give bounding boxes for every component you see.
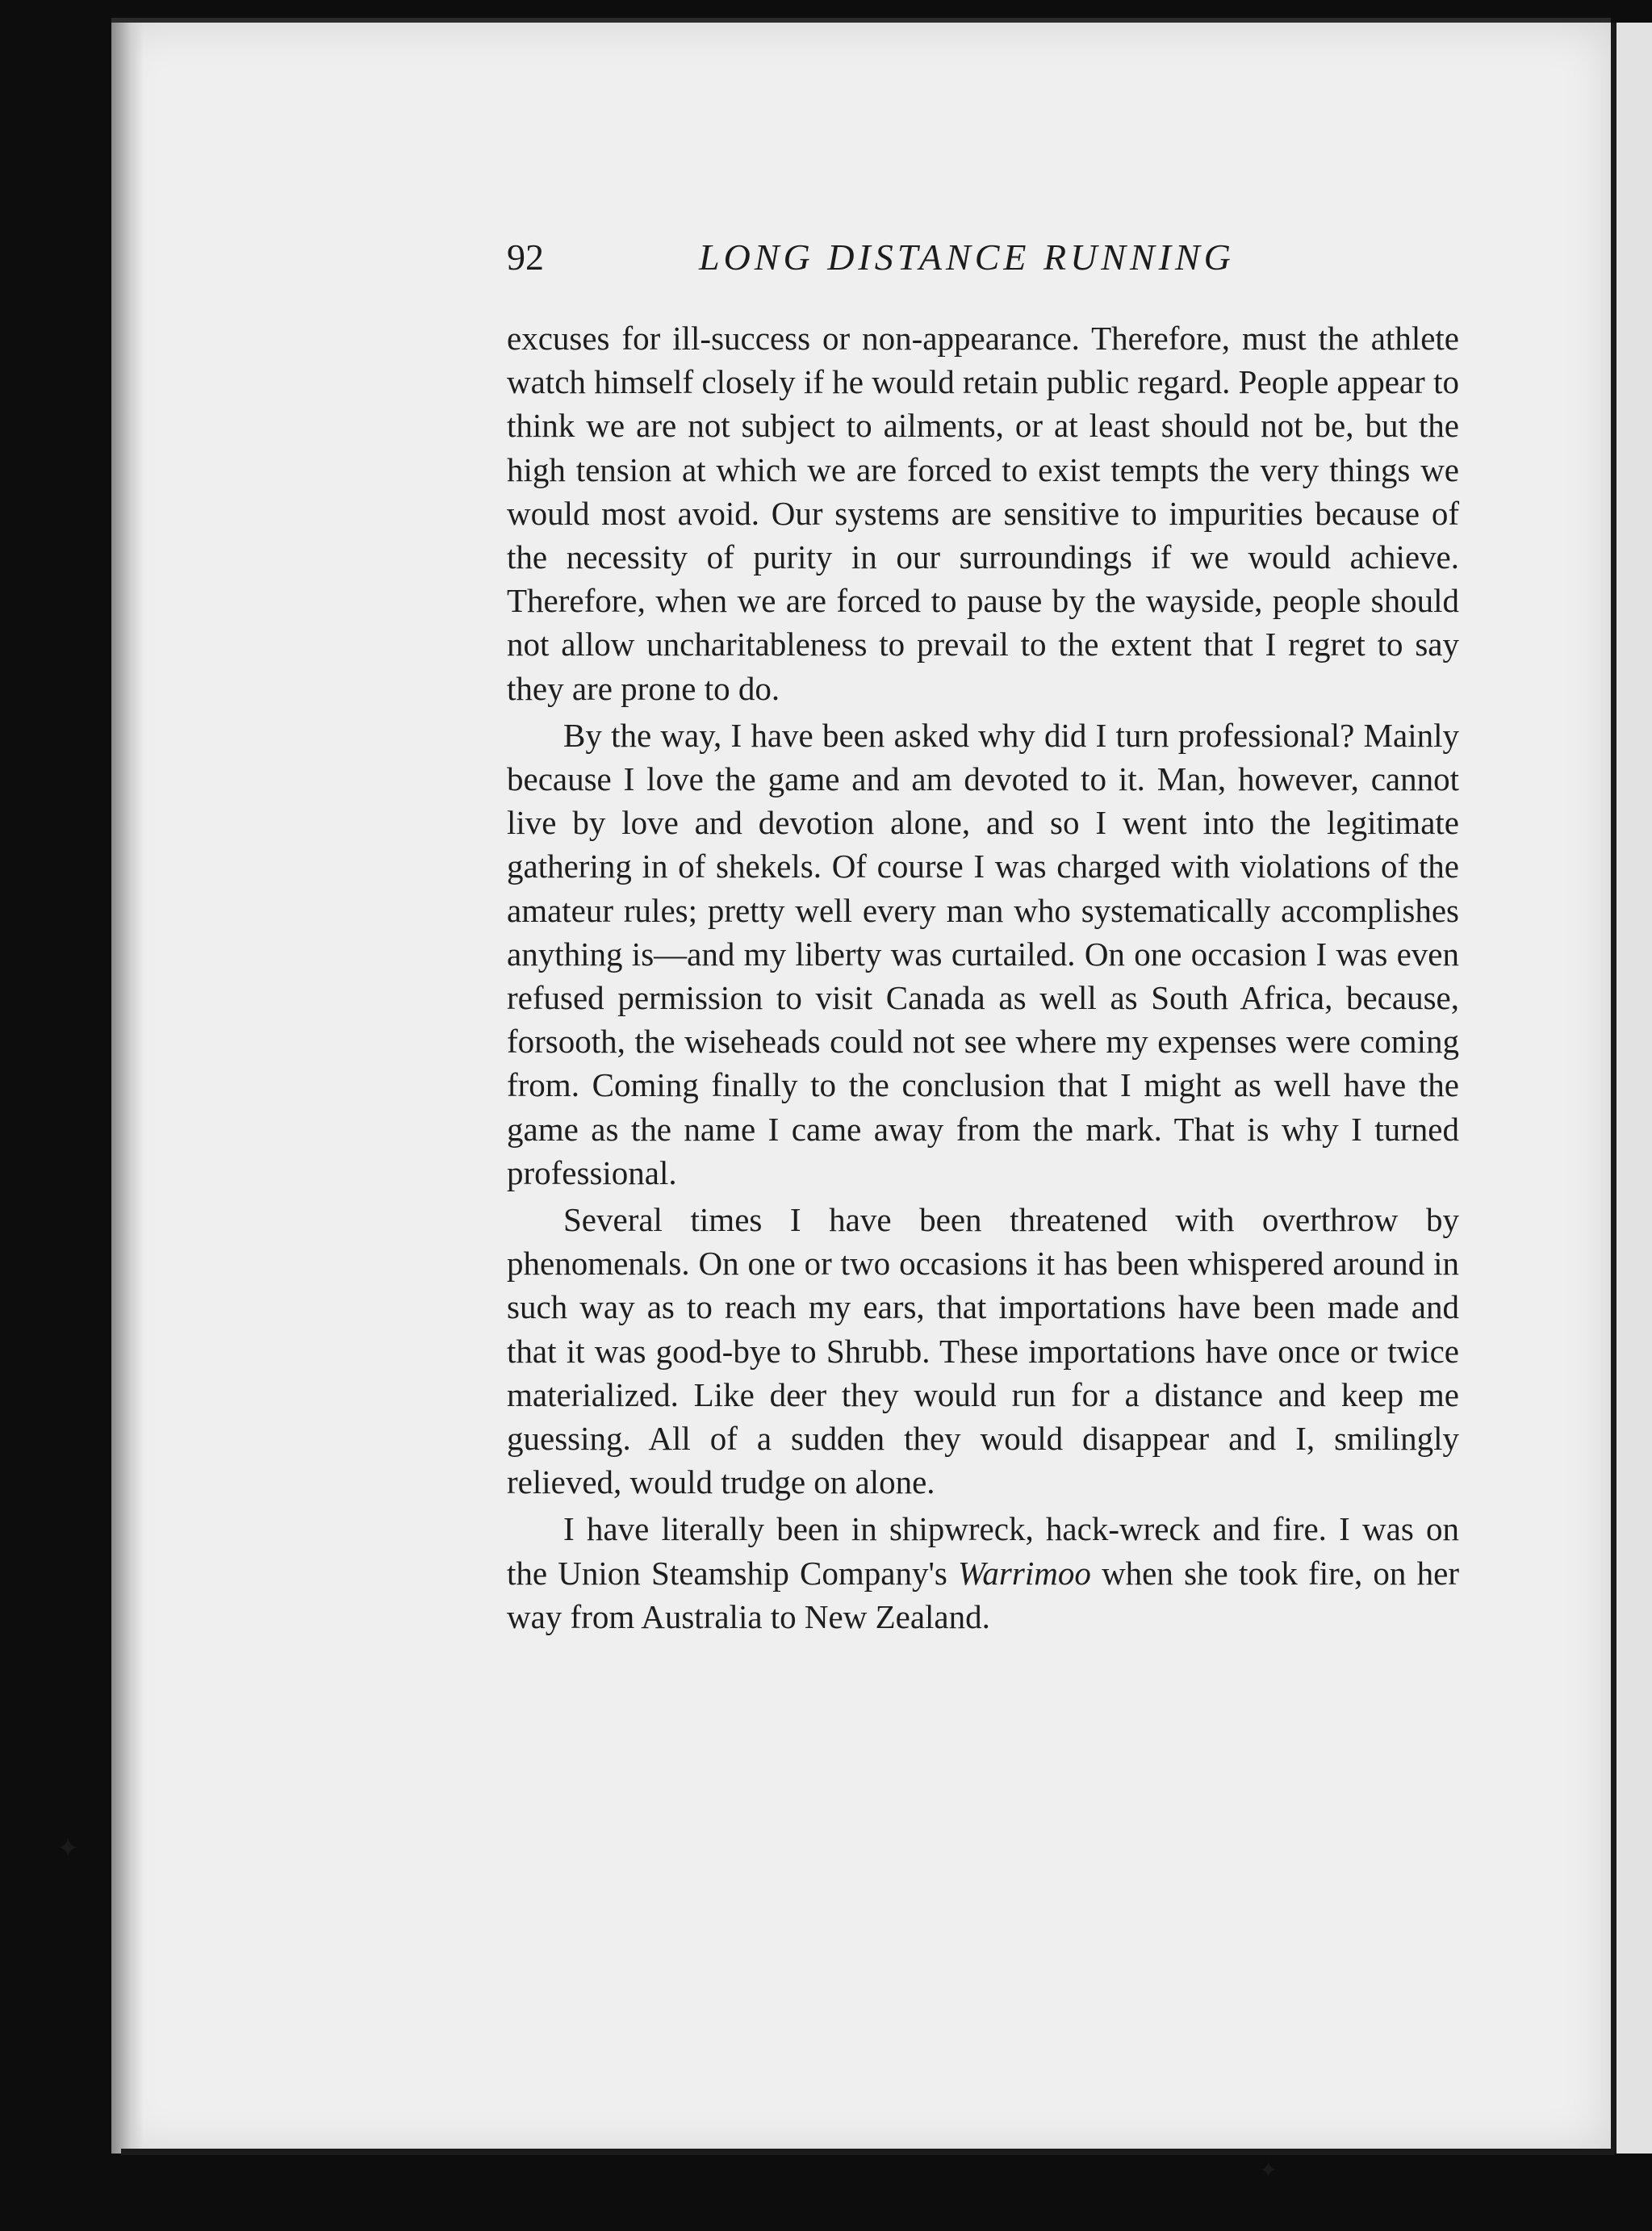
page-body: [507, 316, 1459, 1639]
page-bottom-edge: [121, 2149, 1614, 2155]
ship-name: Warrimoo: [958, 1554, 1091, 1592]
page-gutter-shadow: [111, 23, 144, 2154]
paragraph-text: when she took fire, on her way from Australia to New Zealand.: [507, 1554, 1459, 1635]
next-page-strip: [1616, 23, 1652, 2154]
page-right-edge: [1611, 23, 1616, 2154]
paragraph: [507, 1507, 1459, 1639]
page-number: 92: [507, 236, 544, 278]
page-top-edge: [111, 18, 1611, 23]
paragraph: Several times I have been threatened with overthrow by phenomenals. On one or two occasions it has been whispered around in such way as to reach my ears, that importations have been made and that it was good-bye to Shrubb. These importations have once or twice materialized. Like deer they would run for a distance and keep me guessing. All of a sudden they would disappear and I, smilingly relieved, would trudge on alone.: [507, 1201, 1459, 1501]
page-header: [507, 236, 1459, 284]
paragraph: By the way, I have been asked why did I turn professional? Mainly because I love the game and am devoted to it. Man, however, cannot live by love and devotion alone, and so I went into the legitimate gathering in of shekels. Of course I was charged with violations of the amateur rules; pretty well every man who systematically accomplishes anything is—and my liberty was curtailed. On one occasion I was even refused permission to visit Canada as well as South Africa, because, forsooth, the wiseheads could not see where my expenses were coming from. Coming finally to the conclusion that I might as well have the game as the name I came away from the mark. That is why I turned professional.: [507, 716, 1459, 1191]
scan-speck-mark: ✦: [56, 1832, 80, 1865]
paragraph-text: I have literally been in shipwreck, hack-wreck and fire. I was on the Union Steamship Company's: [507, 1510, 1459, 1592]
running-head: LONG DISTANCE RUNNING: [699, 236, 1235, 278]
paragraph: excuses for ill-success or non-appearance. Therefore, must the athlete watch himself closely if he would retain public regard. People appear to think we are not subject to ailments, or at least should not be, but the high tension at which we are forced to exist tempts the very things we would most avoid. Our systems are sensitive to impurities because of the necessity of purity in our surroundings if we would achieve. Therefore, when we are forced to pause by the wayside, people should not allow uncharitableness to prevail to the extent that I regret to say they are prone to do.: [507, 320, 1459, 707]
scan-speck-mark: ✦: [1259, 2157, 1278, 2183]
